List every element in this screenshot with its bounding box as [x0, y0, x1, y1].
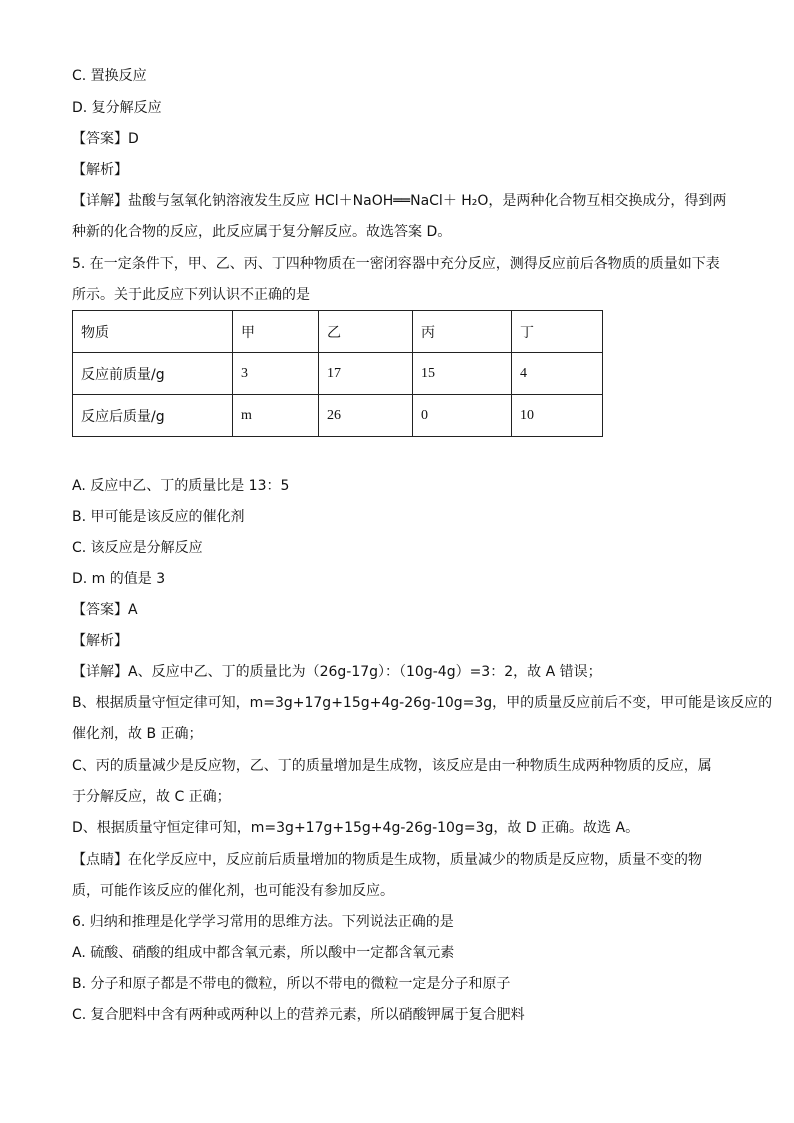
table-row: [73, 353, 603, 395]
question-6: 6. 归纳和推理是化学学习常用的思维方法。下列说法正确的是: [72, 914, 454, 930]
question-5-line2: 所示。关于此反应下列认识不正确的是: [72, 287, 310, 303]
question-5-line1: 5. 在一定条件下，甲、乙、丙、丁四种物质在一密闭容器中充分反应，测得反应前后各物质的质量如下表: [72, 256, 720, 272]
option-a: A. 反应中乙、丁的质量比是 13：5: [72, 478, 290, 494]
explanation-q5-line2: B、根据质量守恒定律可知，m=3g+17g+15g+4g-26g-10g=3g，甲的质量反应前后不变，甲可能是该反应的: [72, 695, 773, 711]
table-cell: 10: [512, 395, 603, 437]
explanation-q4-line1: 【详解】盐酸与氢氧化钠溶液发生反应 HCl＋NaOH══NaCl＋ H₂O，是两种化合物互相交换成分，得到两: [72, 193, 727, 209]
table-cell: m: [233, 395, 319, 437]
table-cell: 乙: [319, 311, 413, 353]
analysis-label-q4: 【解析】: [72, 162, 128, 178]
explanation-q5-line1: 【详解】A、反应中乙、丁的质量比为（26g-17g）：（10g-4g）=3：2，故 A 错误；: [72, 664, 602, 680]
table-cell: 3: [233, 353, 319, 395]
table-cell: 17: [319, 353, 413, 395]
q6-option-a: A. 硫酸、硝酸的组成中都含氧元素，所以酸中一定都含氧元素: [72, 945, 455, 961]
table-cell: 甲: [233, 311, 319, 353]
q6-option-b: B. 分子和原子都是不带电的微粒，所以不带电的微粒一定是分子和原子: [72, 976, 511, 992]
table-header-row: [73, 311, 603, 353]
analysis-label-q5: 【解析】: [72, 633, 128, 649]
answer-label-q4: 【答案】D: [72, 131, 139, 147]
option-d: D. m 的值是 3: [72, 571, 166, 587]
explanation-q5-line5: 于分解反应，故 C 正确；: [72, 789, 231, 805]
key-point-line2: 质，可能作该反应的催化剂，也可能没有参加反应。: [72, 883, 394, 899]
answer-label-q5: 【答案】A: [72, 602, 138, 618]
q6-option-c: C. 复合肥料中含有两种或两种以上的营养元素，所以硝酸钾属于复合肥料: [72, 1007, 525, 1023]
table-cell: 丙: [413, 311, 512, 353]
table-cell: 反应前质量/g: [73, 353, 233, 395]
explanation-q5-line6: D、根据质量守恒定律可知，m=3g+17g+15g+4g-26g-10g=3g，故 D 正确。故选 A。: [72, 820, 640, 836]
key-point-line1: 【点睛】在化学反应中，反应前后质量增加的物质是生成物，质量减少的物质是反应物，质量不变的物: [72, 852, 702, 868]
explanation-q5-line4: C、丙的质量减少是反应物，乙、丁的质量增加是生成物，该反应是由一种物质生成两种物质的反应，属: [72, 758, 712, 774]
table-row: [73, 395, 603, 437]
explanation-q4-line2: 种新的化合物的反应，此反应属于复分解反应。故选答案 D。: [72, 224, 452, 240]
explanation-q5-line3: 催化剂，故 B 正确；: [72, 726, 203, 742]
table-cell: 反应后质量/g: [73, 395, 233, 437]
option-c-prev: C. 置换反应: [72, 68, 147, 84]
table-cell: 15: [413, 353, 512, 395]
table-cell: 0: [413, 395, 512, 437]
option-d-prev: D. 复分解反应: [72, 100, 162, 116]
table-cell: 4: [512, 353, 603, 395]
mass-table: [72, 310, 603, 437]
option-c: C. 该反应是分解反应: [72, 540, 203, 556]
table-cell: 物质: [73, 311, 233, 353]
table-cell: 26: [319, 395, 413, 437]
table-cell: 丁: [512, 311, 603, 353]
option-b: B. 甲可能是该反应的催化剂: [72, 509, 245, 525]
